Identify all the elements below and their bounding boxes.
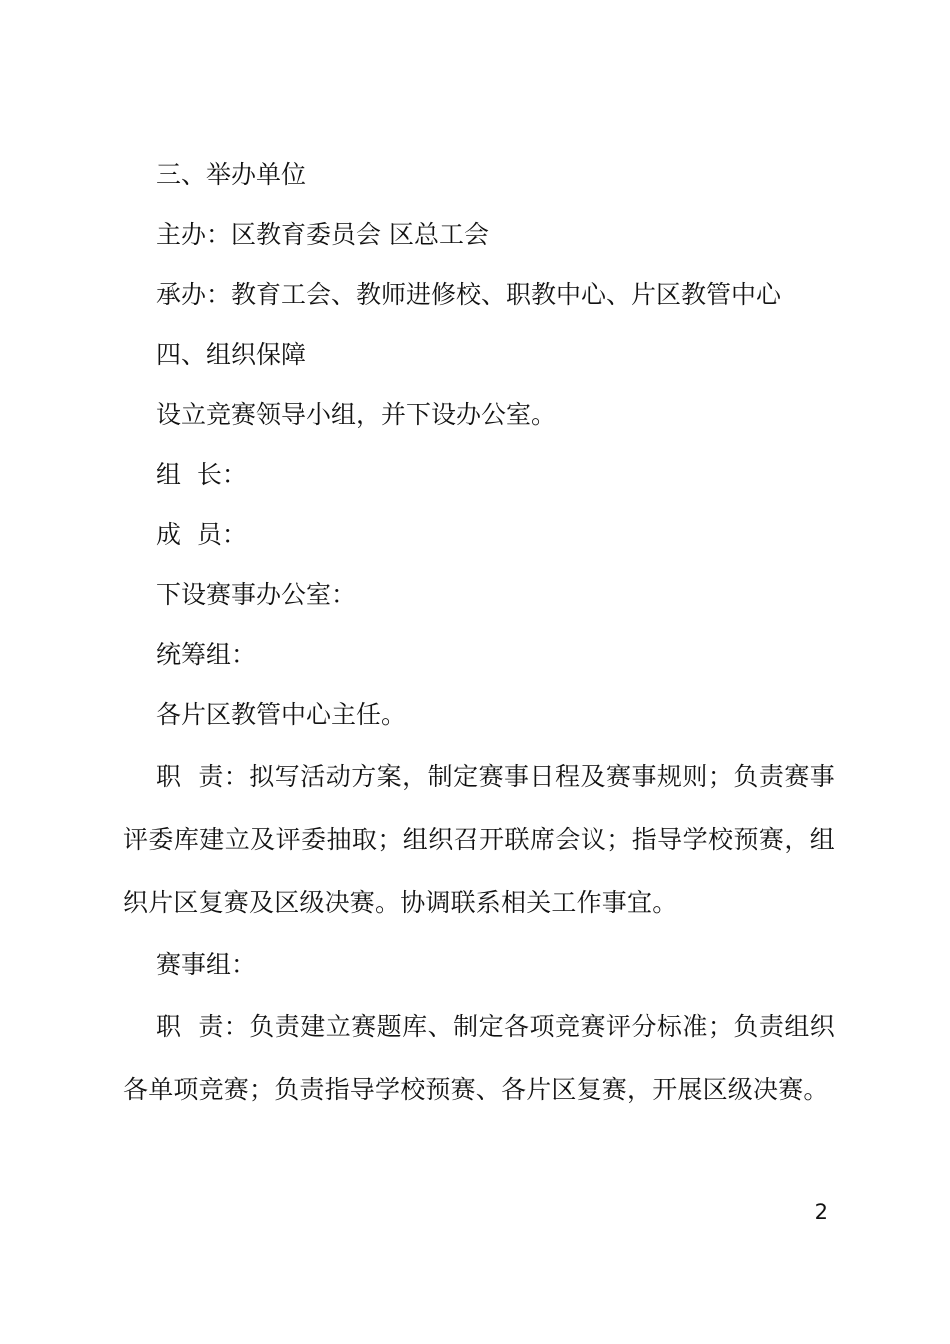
competition-group-heading: 赛事组： — [156, 950, 257, 979]
leadership-group-line: 设立竞赛领导小组，并下设办公室。 — [156, 400, 557, 429]
members-line: 成 员： — [156, 520, 247, 549]
competition-duties-paragraph: 职 责：负责建立赛题库、制定各项竞赛评分标准；负责组织各单项竞赛；负责指导学校预赛、各片区复赛，开展区级决赛。 — [123, 1012, 835, 1104]
group-leader-line: 组 长： — [156, 460, 247, 489]
coordination-group-members: 各片区教管中心主任。 — [156, 700, 407, 729]
page-number: 2 — [814, 1200, 828, 1224]
host-line: 主办：区教育委员会 区总工会 — [156, 220, 489, 249]
coordination-duties-paragraph: 职 责：拟写活动方案，制定赛事日程及赛事规则；负责赛事评委库建立及评委抽取；组织召开联席会议；指导学校预赛，组织片区复赛及区级决赛。协调联系相关工作事宜。 — [123, 762, 835, 917]
section-heading-organizers: 三、举办单位 — [156, 160, 307, 189]
coordination-group-heading: 统筹组： — [156, 640, 257, 669]
section-heading-organization: 四、组织保障 — [156, 340, 307, 369]
co-host-line: 承办：教育工会、教师进修校、职教中心、片区教管中心 — [156, 280, 782, 309]
office-line: 下设赛事办公室： — [156, 580, 357, 609]
